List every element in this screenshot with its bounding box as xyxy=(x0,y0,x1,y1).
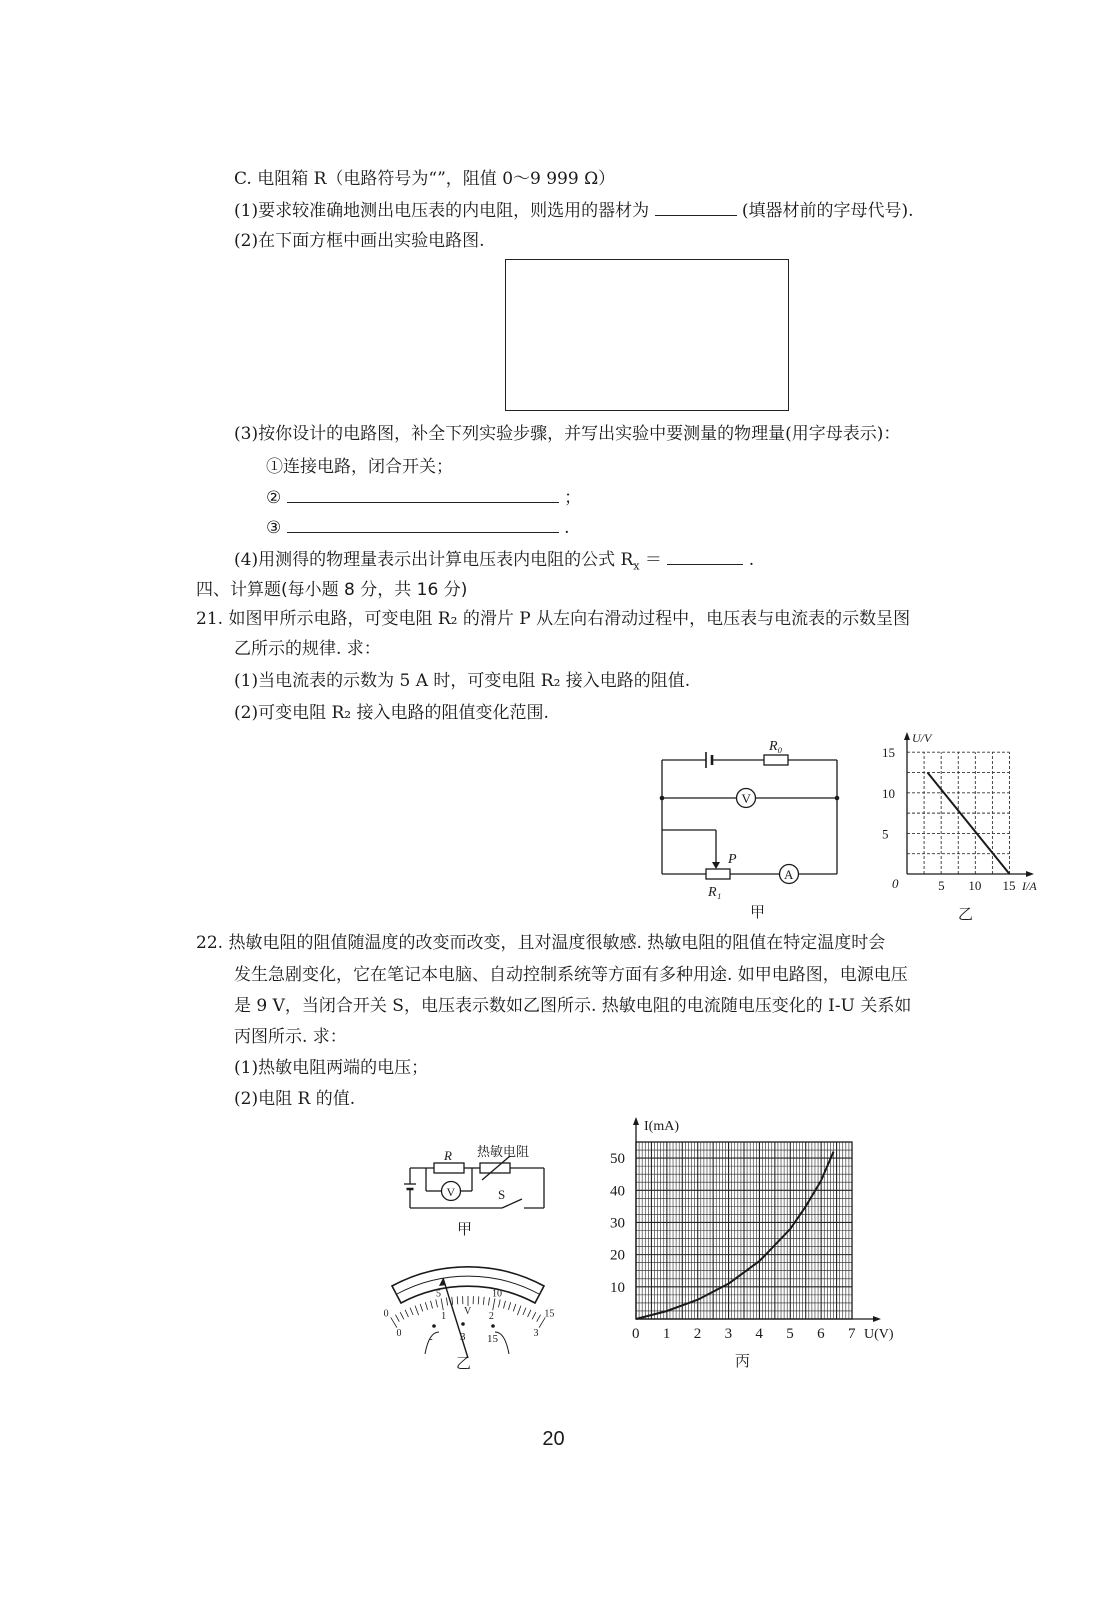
q22-circuit-diagram xyxy=(398,1138,558,1218)
x-tick-label: 10 xyxy=(968,878,982,893)
q20-part1-text: (1)要求较准确地测出电压表的内电阻，则选用的器材为 xyxy=(234,201,650,221)
q21-line-1: 21. 如图甲所示电路，可变电阻 R₂ 的滑片 P 从左向右滑动过程中，电压表与电流表的示数呈图 xyxy=(196,609,911,629)
q21-caption-yi: 乙 xyxy=(958,905,974,923)
dial-tick xyxy=(513,1304,516,1312)
dial-tick xyxy=(400,1312,404,1319)
label-voltmeter: V xyxy=(741,791,751,806)
dial-tick xyxy=(441,1298,443,1310)
y-tick-label: 15 xyxy=(882,745,895,761)
dial-label-bottom: 3 xyxy=(533,1327,539,1339)
y-axis-arrow xyxy=(633,1117,639,1125)
dial-tick xyxy=(452,1297,453,1305)
dial-tick xyxy=(488,1298,489,1306)
answer-blank-step-3[interactable] xyxy=(287,516,559,533)
q21-circuit-diagram xyxy=(650,730,860,910)
dial-tick xyxy=(415,1306,419,1315)
dial-tick xyxy=(457,1296,458,1304)
q20-part1 xyxy=(234,199,914,222)
label-r0: R₀ xyxy=(769,739,783,754)
dial-label-top: 10 xyxy=(491,1288,502,1300)
dial-tick xyxy=(532,1312,536,1319)
q22-caption-bing: 丙 xyxy=(735,1352,751,1370)
x-tick-label: 1 xyxy=(662,1326,671,1342)
slider-arrow xyxy=(712,862,720,869)
page-number: 20 xyxy=(542,1428,565,1450)
q22-line-4: 丙图所示. 求： xyxy=(234,1027,347,1047)
terminal-15: 15 xyxy=(487,1333,498,1345)
dial-tick xyxy=(410,1308,413,1315)
x-tick-label: 15 xyxy=(1002,878,1016,893)
dial-label-bottom: 0 xyxy=(396,1327,402,1339)
x-tick-label: 6 xyxy=(817,1326,825,1342)
step-2 xyxy=(266,486,581,509)
rheostat-r1 xyxy=(706,869,730,879)
x-axis-arrow xyxy=(873,1316,881,1322)
q20-part4 xyxy=(234,548,754,577)
q22-iu-graph xyxy=(600,1112,920,1352)
resistor-r0 xyxy=(764,755,788,765)
dial-label-top: 0 xyxy=(383,1308,389,1320)
q22-line-1: 22. 热敏电阻的阻值随温度的改变而改变，且对温度很敏感. 热敏电阻的阻值在特定温度时会 xyxy=(196,933,886,953)
thermistor-symbol xyxy=(480,1163,510,1173)
dial-tick xyxy=(493,1298,495,1310)
dial-label-top: 15 xyxy=(544,1308,555,1320)
step-3-label: ③ xyxy=(266,518,282,538)
label-r: R xyxy=(444,1148,452,1163)
q22-line-3: 是 9 V，当闭合开关 S，电压表示数如乙图所示. 热敏电阻的电流随电压变化的 I-U 关系如 xyxy=(234,996,912,1016)
dial-tick xyxy=(391,1317,397,1327)
dial-label-bottom: 1 xyxy=(441,1311,447,1323)
x-axis-label: U(V) xyxy=(864,1327,894,1342)
label-voltmeter: V xyxy=(446,1185,456,1199)
q22-caption-yi: 乙 xyxy=(456,1354,472,1372)
q20-part4-equals: ＝ xyxy=(644,550,662,570)
y-axis-arrow xyxy=(904,732,910,740)
answer-blank-1[interactable] xyxy=(655,199,737,216)
q20-part4-subscript: x xyxy=(633,559,640,573)
item-c: C. 电阻箱 R（电路符号为“”，阻值 0～9 999 Ω） xyxy=(234,169,616,189)
origin-label: 0 xyxy=(892,876,899,891)
dial-tick xyxy=(478,1296,479,1304)
x-tick-label: 4 xyxy=(755,1326,763,1342)
dial-label-top: 5 xyxy=(436,1288,442,1300)
y-tick-label: 10 xyxy=(610,1279,625,1296)
y-axis-label: U/V xyxy=(912,731,932,745)
step-3 xyxy=(266,516,569,539)
label-switch: S xyxy=(498,1187,506,1202)
q22-voltmeter-dial xyxy=(385,1236,555,1361)
q20-part2: (2)在下面方框中画出实验电路图. xyxy=(234,231,485,251)
label-slider-p: P xyxy=(728,852,737,867)
y-tick-label: 10 xyxy=(882,785,895,801)
q21-caption-jia: 甲 xyxy=(750,903,766,921)
series-line xyxy=(928,773,1010,874)
q21-line-2: 乙所示的规律. 求： xyxy=(234,639,381,659)
answer-blank-step-2[interactable] xyxy=(287,486,559,503)
dial-tick xyxy=(431,1301,433,1309)
q20-part4-end: . xyxy=(748,550,755,570)
y-tick-label: 50 xyxy=(610,1151,625,1168)
q20-part3: (3)按你设计的电路图，补全下列实验步骤，并写出实验中要测量的物理量(用字母表示)： xyxy=(234,424,901,444)
dial-tick xyxy=(523,1308,526,1315)
dial-tick xyxy=(405,1310,408,1317)
q21-sub-1: (1)当电流表的示数为 5 A 时，可变电阻 R₂ 接入电路的阻值. xyxy=(234,671,691,691)
dial-tick xyxy=(425,1302,427,1310)
circuit-drawing-box[interactable] xyxy=(505,259,789,411)
dial-tick xyxy=(436,1299,438,1307)
label-ammeter: A xyxy=(784,867,794,882)
step-3-end: . xyxy=(564,518,570,538)
dial-tick xyxy=(537,1315,541,1322)
x-tick-label: 3 xyxy=(724,1326,733,1342)
dial-tick xyxy=(517,1306,521,1315)
terminal-3: 3 xyxy=(460,1331,466,1343)
dial-tick xyxy=(483,1297,484,1305)
dial-tick xyxy=(503,1301,505,1309)
x-tick-label: 2 xyxy=(693,1326,702,1342)
section-heading: 四、计算题(每小题 8 分，共 16 分) xyxy=(196,580,468,600)
x-tick-label: 5 xyxy=(938,878,945,893)
x-tick-label: 0 xyxy=(632,1326,640,1342)
dial-tick xyxy=(446,1298,447,1306)
y-tick-label: 20 xyxy=(610,1247,625,1264)
q21-ui-graph xyxy=(880,728,1040,898)
step-2-label: ② xyxy=(266,488,282,508)
q22-line-2: 发生急剧变化，它在笔记本电脑、自动控制系统等方面有多种用途. 如甲电路图，电源电压 xyxy=(234,965,908,985)
x-tick-label: 7 xyxy=(848,1326,856,1342)
q21-sub-2: (2)可变电阻 R₂ 接入电路的阻值变化范围. xyxy=(234,703,549,723)
x-axis-label: I/A xyxy=(1022,879,1037,893)
q22-sub-1: (1)热敏电阻两端的电压； xyxy=(234,1058,429,1078)
label-r1: R₁ xyxy=(708,885,722,900)
q22-caption-jia: 甲 xyxy=(457,1220,473,1238)
y-tick-label: 40 xyxy=(610,1183,625,1200)
dial-tick xyxy=(528,1310,531,1317)
needle xyxy=(443,1278,468,1358)
dial-label-bottom: 2 xyxy=(488,1311,494,1323)
q20-part1-text-end: (填器材前的字母代号). xyxy=(741,201,914,221)
x-axis-arrow xyxy=(1026,871,1034,877)
x-tick-label: 5 xyxy=(786,1326,794,1342)
dial-unit: V xyxy=(464,1306,472,1317)
dial-tick xyxy=(498,1299,500,1307)
resistor-r xyxy=(434,1163,464,1173)
q20-part4-text: (4)用测得的物理量表示出计算电压表内电阻的公式 R xyxy=(234,550,634,570)
answer-blank-formula[interactable] xyxy=(667,548,743,565)
q22-sub-2: (2)电阻 R 的值. xyxy=(234,1089,356,1109)
label-thermistor: 热敏电阻 xyxy=(477,1144,530,1159)
step-1: ①连接电路，闭合开关； xyxy=(266,457,453,477)
y-axis-label: I(mA) xyxy=(644,1119,679,1134)
dial-tick xyxy=(395,1315,399,1322)
terminal-negative: - xyxy=(429,1333,433,1345)
step-2-end: ； xyxy=(564,488,582,508)
y-tick-label: 5 xyxy=(882,826,889,842)
dial-tick xyxy=(508,1302,510,1310)
y-tick-label: 30 xyxy=(610,1215,625,1232)
dial-tick xyxy=(420,1304,423,1312)
